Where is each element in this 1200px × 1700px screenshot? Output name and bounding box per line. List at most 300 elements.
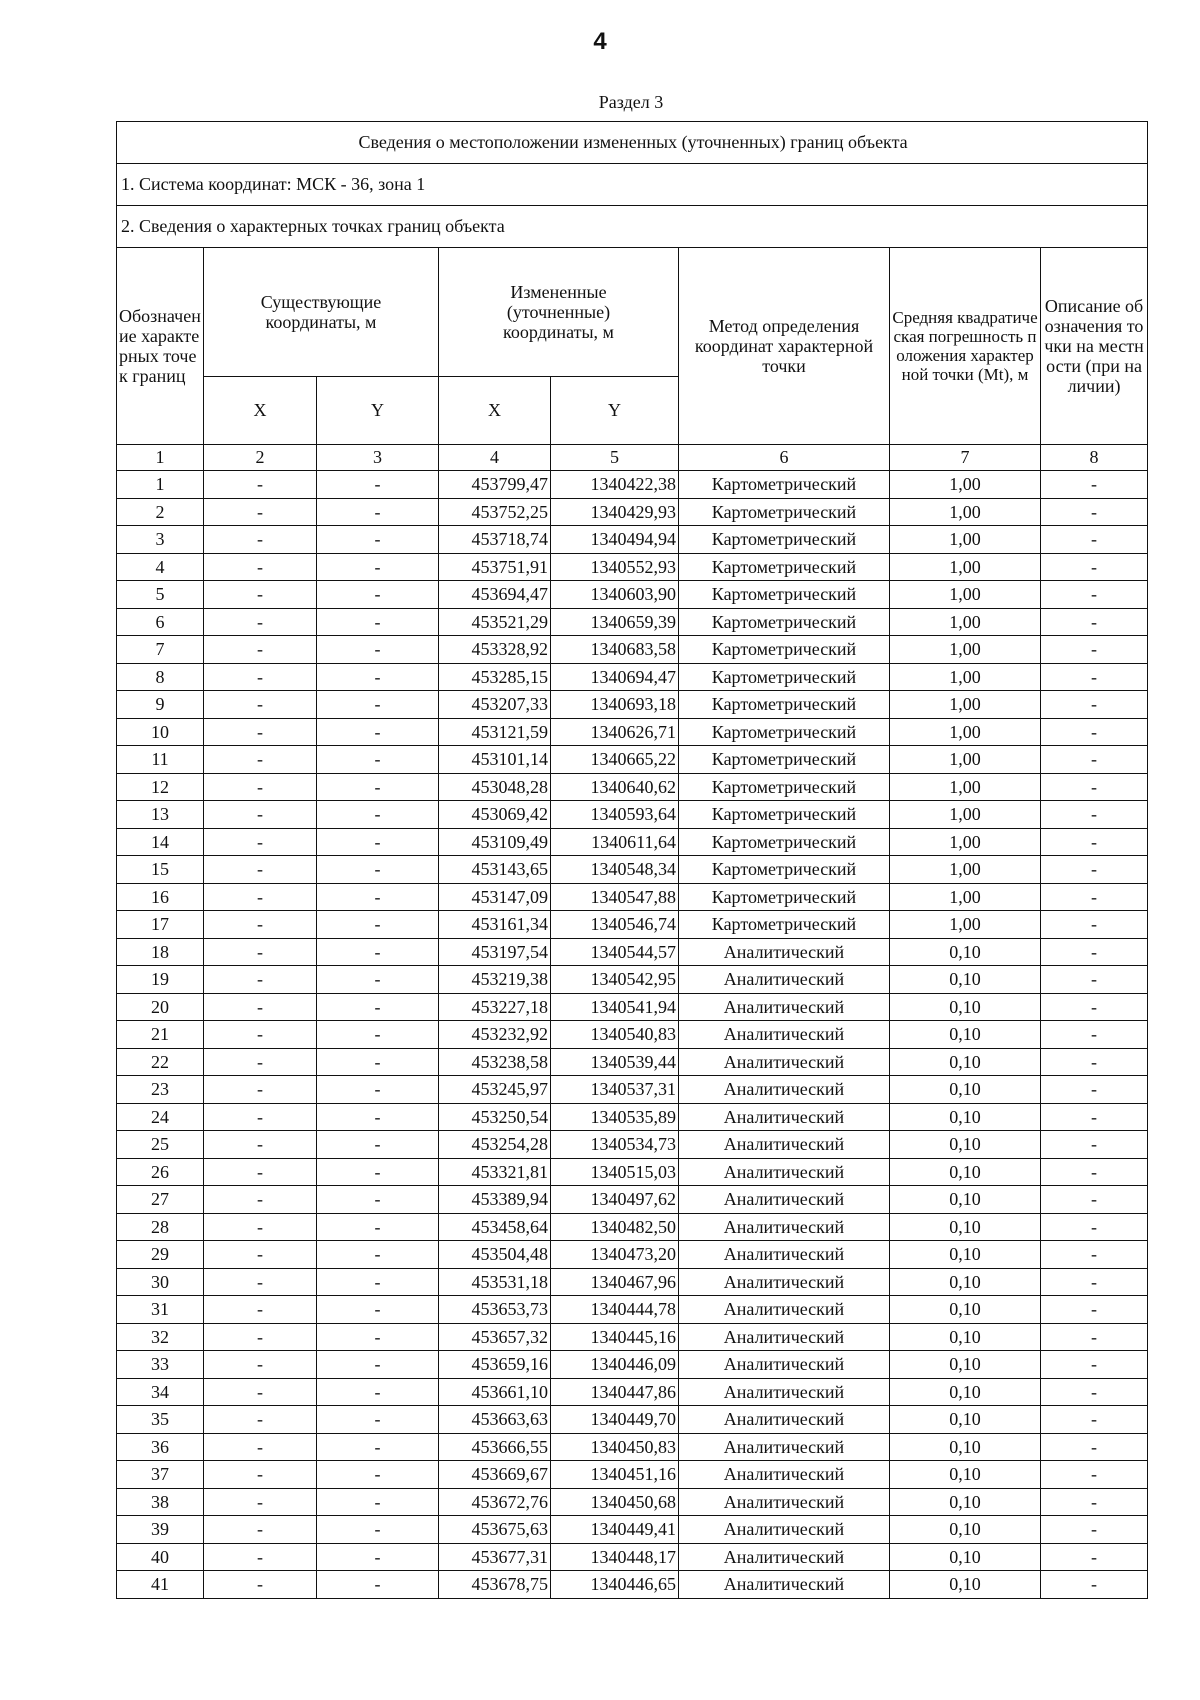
description-cell: - (1041, 1461, 1148, 1489)
changed-y-cell: 1340450,83 (551, 1433, 679, 1461)
existing-y-cell: - (317, 471, 439, 499)
existing-y-cell: - (317, 1543, 439, 1571)
changed-x-cell: 453254,28 (439, 1131, 551, 1159)
existing-y-cell: - (317, 1103, 439, 1131)
existing-y-cell: - (317, 1268, 439, 1296)
existing-x-cell: - (204, 1488, 317, 1516)
existing-y-cell: - (317, 718, 439, 746)
table-row (117, 498, 1148, 526)
existing-y-cell: - (317, 1021, 439, 1049)
existing-x-cell: - (204, 773, 317, 801)
table-row (117, 1406, 1148, 1434)
changed-y-cell: 1340445,16 (551, 1323, 679, 1351)
method-cell: Аналитический (679, 1213, 890, 1241)
method-cell: Картометрический (679, 746, 890, 774)
existing-y-cell: - (317, 1378, 439, 1406)
description-cell: - (1041, 966, 1148, 994)
existing-x-cell: - (204, 1378, 317, 1406)
method-cell: Картометрический (679, 856, 890, 884)
existing-x-cell: - (204, 1543, 317, 1571)
existing-y-cell: - (317, 1571, 439, 1599)
mean-error-cell: 1,00 (890, 883, 1041, 911)
changed-y-cell: 1340552,93 (551, 553, 679, 581)
description-cell: - (1041, 1241, 1148, 1269)
table-row (117, 1433, 1148, 1461)
existing-y-cell: - (317, 1351, 439, 1379)
points-heading: 2. Сведения о характерных точках границ объекта (117, 206, 1148, 248)
description-cell: - (1041, 1378, 1148, 1406)
method-cell: Аналитический (679, 1488, 890, 1516)
mean-error-cell: 0,10 (890, 1351, 1041, 1379)
mean-error-cell: 0,10 (890, 1323, 1041, 1351)
existing-x-cell: - (204, 1433, 317, 1461)
point-number-cell: 17 (117, 911, 204, 939)
changed-y-cell: 1340593,64 (551, 801, 679, 829)
table-row (117, 1351, 1148, 1379)
changed-x-cell: 453285,15 (439, 663, 551, 691)
changed-x-cell: 453531,18 (439, 1268, 551, 1296)
changed-y-cell: 1340473,20 (551, 1241, 679, 1269)
changed-y-cell: 1340659,39 (551, 608, 679, 636)
changed-x-cell: 453219,38 (439, 966, 551, 994)
point-number-cell: 5 (117, 581, 204, 609)
existing-y-cell: - (317, 636, 439, 664)
existing-y-cell: - (317, 801, 439, 829)
existing-x-cell: - (204, 526, 317, 554)
mean-error-cell: 1,00 (890, 553, 1041, 581)
description-cell: - (1041, 1488, 1148, 1516)
coord-system: 1. Система координат: МСК - 36, зона 1 (117, 164, 1148, 206)
table-row (117, 1158, 1148, 1186)
existing-x-cell: - (204, 1351, 317, 1379)
point-number-cell: 41 (117, 1571, 204, 1599)
point-number-cell: 27 (117, 1186, 204, 1214)
existing-x-cell: - (204, 993, 317, 1021)
description-cell: - (1041, 1516, 1148, 1544)
changed-x-cell: 453048,28 (439, 773, 551, 801)
description-cell: - (1041, 608, 1148, 636)
changed-y-cell: 1340447,86 (551, 1378, 679, 1406)
method-cell: Аналитический (679, 938, 890, 966)
changed-y-cell: 1340683,58 (551, 636, 679, 664)
header-point-designation: Обозначение характерных точек границ (117, 248, 204, 445)
existing-x-cell: - (204, 911, 317, 939)
description-cell: - (1041, 1268, 1148, 1296)
header-changed-coords: Измененные (уточненные) координаты, м (439, 248, 679, 377)
method-cell: Картометрический (679, 718, 890, 746)
method-cell: Картометрический (679, 663, 890, 691)
existing-x-cell: - (204, 636, 317, 664)
table-row (117, 1461, 1148, 1489)
table-row (117, 1516, 1148, 1544)
existing-y-cell: - (317, 1516, 439, 1544)
method-cell: Картометрический (679, 608, 890, 636)
existing-y-cell: - (317, 1488, 439, 1516)
method-cell: Картометрический (679, 636, 890, 664)
mean-error-cell: 1,00 (890, 608, 1041, 636)
table-row (117, 1268, 1148, 1296)
method-cell: Картометрический (679, 581, 890, 609)
mean-error-cell: 0,10 (890, 1158, 1041, 1186)
table-row (117, 1296, 1148, 1324)
mean-error-cell: 0,10 (890, 1241, 1041, 1269)
table-row (117, 1323, 1148, 1351)
method-cell: Аналитический (679, 1571, 890, 1599)
column-number: 7 (890, 445, 1041, 471)
mean-error-cell: 1,00 (890, 663, 1041, 691)
table-row (117, 1048, 1148, 1076)
existing-x-cell: - (204, 746, 317, 774)
header-existing-x: X (204, 377, 317, 445)
point-number-cell: 21 (117, 1021, 204, 1049)
changed-y-cell: 1340611,64 (551, 828, 679, 856)
mean-error-cell: 0,10 (890, 1021, 1041, 1049)
method-cell: Аналитический (679, 1048, 890, 1076)
table-row (117, 993, 1148, 1021)
point-number-cell: 16 (117, 883, 204, 911)
changed-y-cell: 1340693,18 (551, 691, 679, 719)
description-cell: - (1041, 581, 1148, 609)
point-number-cell: 14 (117, 828, 204, 856)
mean-error-cell: 0,10 (890, 1268, 1041, 1296)
mean-error-cell: 1,00 (890, 801, 1041, 829)
table-row (117, 938, 1148, 966)
table-row (117, 526, 1148, 554)
existing-x-cell: - (204, 498, 317, 526)
method-cell: Аналитический (679, 1158, 890, 1186)
method-cell: Картометрический (679, 828, 890, 856)
changed-x-cell: 453143,65 (439, 856, 551, 884)
table-row (117, 1021, 1148, 1049)
existing-x-cell: - (204, 1076, 317, 1104)
changed-x-cell: 453653,73 (439, 1296, 551, 1324)
changed-y-cell: 1340482,50 (551, 1213, 679, 1241)
table-row (117, 471, 1148, 499)
method-cell: Картометрический (679, 911, 890, 939)
existing-y-cell: - (317, 828, 439, 856)
method-cell: Картометрический (679, 553, 890, 581)
method-cell: Картометрический (679, 801, 890, 829)
description-cell: - (1041, 1571, 1148, 1599)
description-cell: - (1041, 1296, 1148, 1324)
changed-y-cell: 1340694,47 (551, 663, 679, 691)
mean-error-cell: 0,10 (890, 1406, 1041, 1434)
existing-y-cell: - (317, 581, 439, 609)
point-number-cell: 25 (117, 1131, 204, 1159)
header-changed-x: X (439, 377, 551, 445)
mean-error-cell: 1,00 (890, 636, 1041, 664)
existing-y-cell: - (317, 1406, 439, 1434)
description-cell: - (1041, 1543, 1148, 1571)
mean-error-cell: 0,10 (890, 1543, 1041, 1571)
existing-x-cell: - (204, 1158, 317, 1186)
existing-y-cell: - (317, 498, 439, 526)
header-existing-y: Y (317, 377, 439, 445)
changed-y-cell: 1340544,57 (551, 938, 679, 966)
point-number-cell: 3 (117, 526, 204, 554)
description-cell: - (1041, 993, 1148, 1021)
changed-y-cell: 1340603,90 (551, 581, 679, 609)
method-cell: Аналитический (679, 1131, 890, 1159)
method-cell: Аналитический (679, 1543, 890, 1571)
changed-x-cell: 453799,47 (439, 471, 551, 499)
mean-error-cell: 1,00 (890, 746, 1041, 774)
description-cell: - (1041, 1213, 1148, 1241)
changed-x-cell: 453666,55 (439, 1433, 551, 1461)
changed-x-cell: 453147,09 (439, 883, 551, 911)
point-number-cell: 34 (117, 1378, 204, 1406)
description-cell: - (1041, 911, 1148, 939)
point-number-cell: 1 (117, 471, 204, 499)
existing-x-cell: - (204, 1323, 317, 1351)
coord-system-row (117, 164, 1148, 206)
changed-y-cell: 1340541,94 (551, 993, 679, 1021)
changed-x-cell: 453661,10 (439, 1378, 551, 1406)
table-row (117, 718, 1148, 746)
changed-x-cell: 453227,18 (439, 993, 551, 1021)
changed-y-cell: 1340467,96 (551, 1268, 679, 1296)
table-row (117, 773, 1148, 801)
changed-x-cell: 453669,67 (439, 1461, 551, 1489)
header-method: Метод определения координат характерной точки (679, 248, 890, 445)
description-cell: - (1041, 1131, 1148, 1159)
changed-x-cell: 453101,14 (439, 746, 551, 774)
description-cell: - (1041, 663, 1148, 691)
changed-x-cell: 453694,47 (439, 581, 551, 609)
point-number-cell: 31 (117, 1296, 204, 1324)
mean-error-cell: 0,10 (890, 1131, 1041, 1159)
method-cell: Картометрический (679, 773, 890, 801)
existing-x-cell: - (204, 801, 317, 829)
coordinates-table (116, 121, 1148, 1599)
mean-error-cell: 1,00 (890, 773, 1041, 801)
method-cell: Картометрический (679, 498, 890, 526)
header-description: Описание обозначения точки на местности (при наличии) (1041, 248, 1148, 445)
changed-y-cell: 1340422,38 (551, 471, 679, 499)
header-existing-coords: Существующие координаты, м (204, 248, 439, 377)
table-row (117, 636, 1148, 664)
mean-error-cell: 1,00 (890, 856, 1041, 884)
changed-y-cell: 1340515,03 (551, 1158, 679, 1186)
point-number-cell: 23 (117, 1076, 204, 1104)
existing-y-cell: - (317, 856, 439, 884)
description-cell: - (1041, 773, 1148, 801)
changed-x-cell: 453657,32 (439, 1323, 551, 1351)
existing-x-cell: - (204, 691, 317, 719)
column-number-row (117, 445, 1148, 471)
point-number-cell: 29 (117, 1241, 204, 1269)
column-number: 3 (317, 445, 439, 471)
description-cell: - (1041, 1186, 1148, 1214)
page-number: 4 (593, 28, 607, 55)
description-cell: - (1041, 828, 1148, 856)
changed-x-cell: 453752,25 (439, 498, 551, 526)
table-row (117, 1378, 1148, 1406)
changed-y-cell: 1340640,62 (551, 773, 679, 801)
point-number-cell: 13 (117, 801, 204, 829)
description-cell: - (1041, 553, 1148, 581)
existing-y-cell: - (317, 773, 439, 801)
description-cell: - (1041, 1323, 1148, 1351)
changed-y-cell: 1340540,83 (551, 1021, 679, 1049)
existing-y-cell: - (317, 691, 439, 719)
method-cell: Аналитический (679, 1461, 890, 1489)
header-mean-error: Средняя квадратическая погрешность положения характерной точки (Mt), м (890, 248, 1041, 445)
changed-x-cell: 453245,97 (439, 1076, 551, 1104)
changed-y-cell: 1340451,16 (551, 1461, 679, 1489)
point-number-cell: 20 (117, 993, 204, 1021)
mean-error-cell: 0,10 (890, 1461, 1041, 1489)
changed-y-cell: 1340449,70 (551, 1406, 679, 1434)
point-number-cell: 35 (117, 1406, 204, 1434)
description-cell: - (1041, 746, 1148, 774)
existing-x-cell: - (204, 883, 317, 911)
mean-error-cell: 1,00 (890, 581, 1041, 609)
point-number-cell: 10 (117, 718, 204, 746)
mean-error-cell: 0,10 (890, 1488, 1041, 1516)
table-title-row (117, 122, 1148, 164)
existing-x-cell: - (204, 1103, 317, 1131)
method-cell: Аналитический (679, 1241, 890, 1269)
method-cell: Аналитический (679, 1516, 890, 1544)
point-number-cell: 33 (117, 1351, 204, 1379)
table-row (117, 581, 1148, 609)
header-row-1 (117, 248, 1148, 377)
point-number-cell: 37 (117, 1461, 204, 1489)
existing-x-cell: - (204, 1406, 317, 1434)
changed-x-cell: 453321,81 (439, 1158, 551, 1186)
mean-error-cell: 0,10 (890, 1296, 1041, 1324)
existing-x-cell: - (204, 856, 317, 884)
table-row (117, 608, 1148, 636)
point-number-cell: 24 (117, 1103, 204, 1131)
existing-y-cell: - (317, 993, 439, 1021)
existing-y-cell: - (317, 553, 439, 581)
table-row (117, 828, 1148, 856)
existing-x-cell: - (204, 1516, 317, 1544)
mean-error-cell: 0,10 (890, 1571, 1041, 1599)
method-cell: Аналитический (679, 1323, 890, 1351)
changed-x-cell: 453718,74 (439, 526, 551, 554)
existing-y-cell: - (317, 663, 439, 691)
existing-x-cell: - (204, 1241, 317, 1269)
existing-y-cell: - (317, 938, 439, 966)
mean-error-cell: 0,10 (890, 993, 1041, 1021)
existing-y-cell: - (317, 1213, 439, 1241)
description-cell: - (1041, 1021, 1148, 1049)
description-cell: - (1041, 1076, 1148, 1104)
existing-x-cell: - (204, 663, 317, 691)
changed-y-cell: 1340546,74 (551, 911, 679, 939)
existing-y-cell: - (317, 1433, 439, 1461)
existing-y-cell: - (317, 1186, 439, 1214)
point-number-cell: 18 (117, 938, 204, 966)
table-row (117, 911, 1148, 939)
description-cell: - (1041, 1158, 1148, 1186)
point-number-cell: 30 (117, 1268, 204, 1296)
existing-y-cell: - (317, 1131, 439, 1159)
existing-y-cell: - (317, 1461, 439, 1489)
table-row (117, 553, 1148, 581)
changed-y-cell: 1340626,71 (551, 718, 679, 746)
point-number-cell: 26 (117, 1158, 204, 1186)
existing-y-cell: - (317, 966, 439, 994)
mean-error-cell: 1,00 (890, 828, 1041, 856)
method-cell: Аналитический (679, 1296, 890, 1324)
existing-x-cell: - (204, 828, 317, 856)
existing-y-cell: - (317, 1048, 439, 1076)
point-number-cell: 2 (117, 498, 204, 526)
mean-error-cell: 1,00 (890, 718, 1041, 746)
existing-y-cell: - (317, 1158, 439, 1186)
description-cell: - (1041, 1433, 1148, 1461)
changed-x-cell: 453250,54 (439, 1103, 551, 1131)
mean-error-cell: 0,10 (890, 1516, 1041, 1544)
point-number-cell: 8 (117, 663, 204, 691)
existing-x-cell: - (204, 1186, 317, 1214)
mean-error-cell: 1,00 (890, 911, 1041, 939)
point-number-cell: 22 (117, 1048, 204, 1076)
changed-y-cell: 1340448,17 (551, 1543, 679, 1571)
point-number-cell: 6 (117, 608, 204, 636)
method-cell: Аналитический (679, 966, 890, 994)
mean-error-cell: 0,10 (890, 1378, 1041, 1406)
changed-x-cell: 453678,75 (439, 1571, 551, 1599)
table-row (117, 856, 1148, 884)
method-cell: Аналитический (679, 1186, 890, 1214)
point-number-cell: 12 (117, 773, 204, 801)
column-number: 2 (204, 445, 317, 471)
description-cell: - (1041, 1103, 1148, 1131)
description-cell: - (1041, 1406, 1148, 1434)
changed-y-cell: 1340534,73 (551, 1131, 679, 1159)
existing-y-cell: - (317, 526, 439, 554)
table-row (117, 1241, 1148, 1269)
description-cell: - (1041, 691, 1148, 719)
existing-x-cell: - (204, 966, 317, 994)
method-cell: Аналитический (679, 1351, 890, 1379)
changed-y-cell: 1340539,44 (551, 1048, 679, 1076)
point-number-cell: 36 (117, 1433, 204, 1461)
changed-x-cell: 453659,16 (439, 1351, 551, 1379)
existing-x-cell: - (204, 1021, 317, 1049)
changed-x-cell: 453675,63 (439, 1516, 551, 1544)
points-heading-row (117, 206, 1148, 248)
existing-x-cell: - (204, 1571, 317, 1599)
method-cell: Аналитический (679, 1406, 890, 1434)
changed-x-cell: 453328,92 (439, 636, 551, 664)
point-number-cell: 32 (117, 1323, 204, 1351)
table-title: Сведения о местоположении измененных (уточненных) границ объекта (117, 122, 1148, 164)
description-cell: - (1041, 1048, 1148, 1076)
changed-x-cell: 453389,94 (439, 1186, 551, 1214)
changed-y-cell: 1340537,31 (551, 1076, 679, 1104)
description-cell: - (1041, 636, 1148, 664)
changed-x-cell: 453121,59 (439, 718, 551, 746)
existing-x-cell: - (204, 608, 317, 636)
point-number-cell: 15 (117, 856, 204, 884)
description-cell: - (1041, 856, 1148, 884)
point-number-cell: 4 (117, 553, 204, 581)
mean-error-cell: 0,10 (890, 1213, 1041, 1241)
table-row (117, 1131, 1148, 1159)
table-row (117, 966, 1148, 994)
existing-x-cell: - (204, 718, 317, 746)
existing-y-cell: - (317, 911, 439, 939)
existing-x-cell: - (204, 1048, 317, 1076)
changed-y-cell: 1340429,93 (551, 498, 679, 526)
mean-error-cell: 0,10 (890, 938, 1041, 966)
